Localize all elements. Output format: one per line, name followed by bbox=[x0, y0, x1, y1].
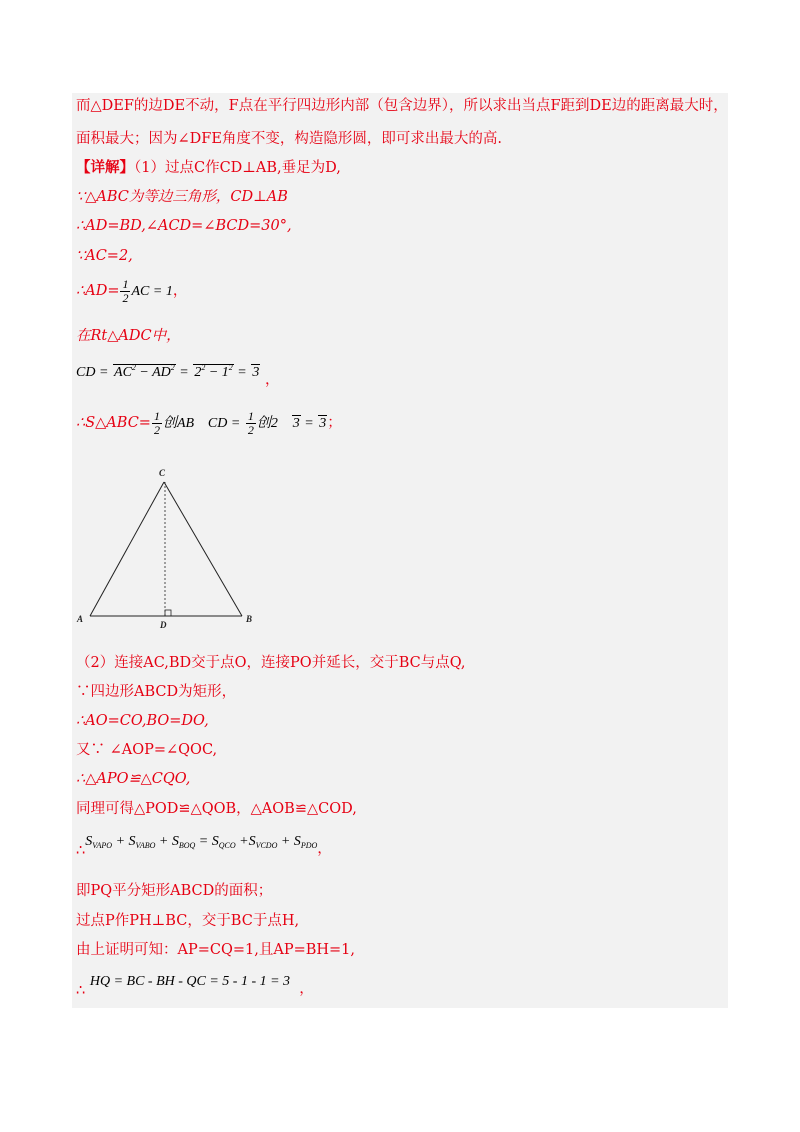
sqrt-4: 3 bbox=[292, 416, 300, 431]
line21-end: ， bbox=[299, 981, 314, 997]
line7-math: AC = 1 bbox=[131, 284, 173, 299]
text-line-3 bbox=[76, 158, 341, 178]
label-a: A bbox=[77, 614, 84, 624]
cd-label: CD = bbox=[76, 365, 109, 380]
text-line-1: 而△DEF的边DE不动，F点在平行四边形内部（包含边界），所以求出当点F距到DE边的距离最大时， bbox=[76, 98, 728, 114]
side-ac bbox=[90, 482, 164, 616]
area-equation: $S_{VAPO} + S_{VABO} + S_{BOQ} = S_{QCO} +S_{VCDO} + S_{PDO}$ bbox=[85, 834, 318, 850]
line10-prefix: ∴S△ABC= bbox=[76, 415, 151, 431]
text-line-7 bbox=[76, 276, 187, 307]
line10-b: CD = bbox=[207, 416, 241, 431]
line7-prefix: ∴AD= bbox=[76, 283, 120, 299]
text-line-19: 过点P作PH⊥BC，交于BC于点H, bbox=[76, 913, 300, 929]
line10-a: 创AB bbox=[162, 416, 195, 431]
therefore-1: ∴ bbox=[76, 843, 86, 859]
therefore-2: ∴ bbox=[76, 983, 86, 999]
text-line-3-rest: （1）过点C作CD⊥AB,垂足为D, bbox=[134, 160, 341, 176]
text-line-11: （2）连接AC,BD交于点O，连接PO并延长，交于BC与点Q, bbox=[76, 655, 466, 671]
text-line-12: ∵四边形ABCD为矩形， bbox=[76, 684, 237, 700]
line9-end: ， bbox=[264, 372, 280, 388]
text-line-10 bbox=[76, 408, 342, 439]
label-d: D bbox=[160, 620, 167, 630]
triangle-figure bbox=[72, 468, 272, 633]
text-line-15: ∴△APO≌△CQO, bbox=[76, 771, 191, 787]
text-line-6: ∵AC=2, bbox=[76, 248, 133, 264]
sqrt-3: 3 bbox=[252, 365, 260, 380]
label-c: C bbox=[159, 468, 166, 478]
frac-num: 1 bbox=[122, 276, 129, 291]
line10-c: 创2 bbox=[256, 416, 278, 431]
text-line-16: 同理可得△POD≌△QOB，△AOB≌△COD, bbox=[76, 801, 357, 817]
text-line-13: ∴AO=CO,BO=DO, bbox=[76, 713, 209, 729]
text-line-8: 在Rt△ADC中， bbox=[76, 328, 181, 344]
detail-tag: 【详解】 bbox=[76, 159, 134, 176]
frac-den: 2 bbox=[122, 290, 129, 305]
fraction-half-3: $\frac{1}{2}$ bbox=[247, 408, 254, 437]
right-angle-mark bbox=[165, 610, 171, 616]
sqrt-5: 3 bbox=[319, 416, 327, 431]
side-cb bbox=[164, 482, 242, 616]
fraction-half bbox=[120, 278, 130, 305]
text-line-17 bbox=[76, 828, 332, 864]
text-line-2: 面积最大；因为∠DFE角度不变，构造隐形圆，即可求出最大的高. bbox=[76, 131, 503, 147]
line7-end: ， bbox=[172, 283, 188, 299]
line17-end: ， bbox=[317, 841, 332, 857]
text-line-20: 由上证明可知：AP=CQ=1,且AP=BH=1, bbox=[76, 942, 356, 958]
text-line-18: 即PQ平分矩形ABCD的面积； bbox=[76, 883, 273, 899]
text-line-21 bbox=[76, 968, 314, 1004]
sqrt-2: $2^2 - 1^2$ bbox=[194, 363, 233, 380]
eq-1: = bbox=[175, 365, 189, 380]
text-line-9 bbox=[76, 356, 279, 392]
eq-3: = bbox=[300, 416, 314, 431]
fraction-half-2: $\frac{1}{2}$ bbox=[153, 408, 160, 437]
hq-equation: HQ = BC - BH - QC = 5 - 1 - 1 = 3 bbox=[89, 974, 291, 989]
eq-2: = bbox=[233, 365, 247, 380]
label-b: B bbox=[246, 614, 253, 624]
text-line-14: 又∵ ∠AOP=∠QOC, bbox=[76, 742, 218, 758]
text-line-5: ∴AD=BD,∠ACD=∠BCD=30°, bbox=[76, 218, 292, 234]
sqrt-1: $AC^2 - AD^2$ bbox=[114, 363, 175, 380]
line10-end: ； bbox=[327, 415, 342, 431]
text-line-4: ∵△ABC为等边三角形，CD⊥AB bbox=[76, 189, 288, 205]
